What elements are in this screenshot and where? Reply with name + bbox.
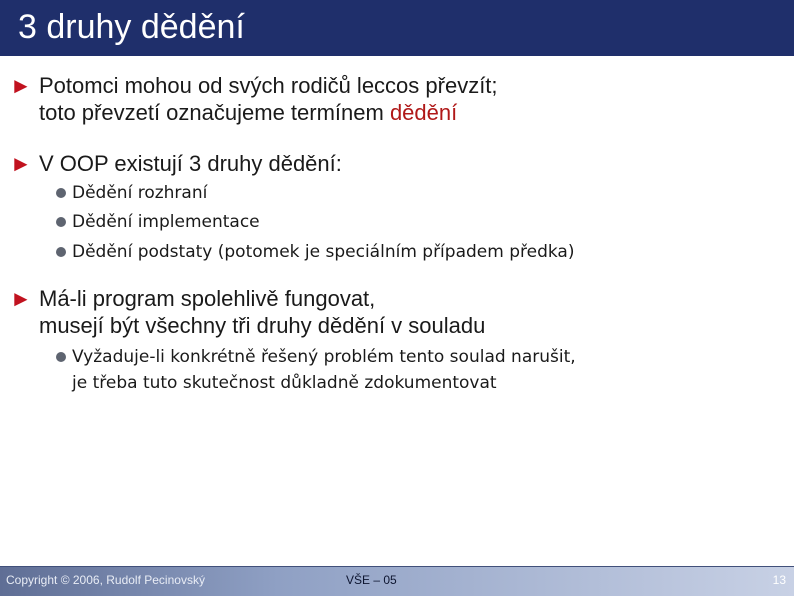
bullet-text: Potomci mohou od svých rodičů leccos převzít; <box>39 73 498 98</box>
bullet-item <box>10 150 342 177</box>
slide-title: 3 druhy dědění <box>18 8 245 46</box>
sub-bullet-text: Vyžaduje-li konkrétně řešený problém tento soulad narušit, <box>72 347 576 367</box>
sub-bullet-item <box>56 180 207 206</box>
footer-center-label: VŠE – 05 <box>346 573 397 587</box>
sub-bullet-item <box>56 344 576 396</box>
bullet-text-line2 <box>39 99 498 126</box>
footer-copyright: Copyright © 2006, Rudolf Pecinovský <box>6 573 205 587</box>
bullet-text-prefix: toto převzetí označujeme termínem <box>39 100 390 125</box>
highlighted-term: dědění <box>389 100 458 125</box>
triangle-right-icon: ► <box>10 73 32 98</box>
bullet-text: V OOP existují 3 druhy dědění: <box>39 151 342 176</box>
page-number: 13 <box>772 573 786 587</box>
circle-bullet-icon <box>56 188 66 198</box>
triangle-right-icon: ► <box>10 151 32 176</box>
sub-bullet-text: Dědění implementace <box>72 212 260 232</box>
bullet-item <box>10 285 485 339</box>
circle-bullet-icon <box>56 352 66 362</box>
bullet-text: Má-li program spolehlivě fungovat, <box>39 286 376 311</box>
sub-bullet-text-line2: je třeba tuto skutečnost důkladně zdokumentovat <box>72 373 497 393</box>
sub-bullet-text: Dědění podstaty (potomek je speciálním případem předka) <box>72 242 575 262</box>
bullet-item <box>10 72 498 126</box>
sub-bullet-text: Dědění rozhraní <box>72 183 208 203</box>
circle-bullet-icon <box>56 247 66 257</box>
footer-bar <box>0 566 794 596</box>
sub-bullet-item <box>56 239 574 265</box>
title-bar <box>0 0 794 56</box>
bullet-text-line2: musejí být všechny tři druhy dědění v souladu <box>39 313 486 338</box>
sub-bullet-item <box>56 209 260 235</box>
triangle-right-icon: ► <box>10 286 32 311</box>
circle-bullet-icon <box>56 217 66 227</box>
